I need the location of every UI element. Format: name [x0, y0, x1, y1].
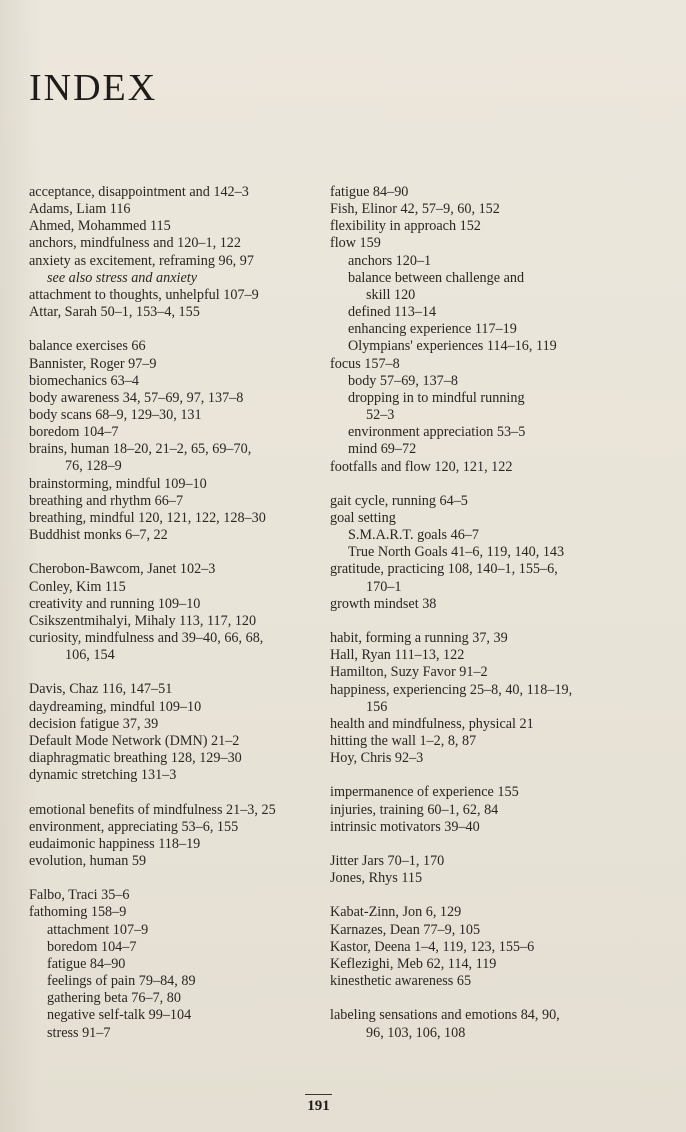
- index-entry: Buddhist monks 6–7, 22: [29, 527, 168, 544]
- index-entry: gait cycle, running 64–5: [330, 492, 468, 509]
- index-subentry: see also stress and anxiety: [47, 269, 197, 286]
- index-entry: fathoming 158–9: [29, 904, 127, 921]
- index-letter-gap: [330, 613, 620, 630]
- index-entry: goal setting: [330, 509, 396, 526]
- index-entry: Falbo, Traci 35–6: [29, 887, 130, 904]
- index-entry: Hoy, Chris 92–3: [330, 750, 424, 767]
- index-entry: fatigue 84–90: [330, 184, 409, 200]
- index-entry: Csikszentmihalyi, Mihaly 113, 117, 120: [29, 612, 257, 629]
- index-subentry: negative self-talk 99–104: [47, 1007, 192, 1024]
- index-entry: happiness, experiencing 25–8, 40, 118–19,: [330, 681, 573, 698]
- index-entry: Jitter Jars 70–1, 170: [330, 853, 445, 870]
- index-entry: focus 157–8: [330, 355, 400, 372]
- index-entry: acceptance, disappointment and 142–3: [29, 184, 249, 200]
- index-entry: Default Mode Network (DMN) 21–2: [29, 732, 240, 749]
- index-entry: body awareness 34, 57–69, 97, 137–8: [29, 389, 244, 406]
- index-entry: Cherobon-Bawcom, Janet 102–3: [29, 561, 216, 578]
- index-entry: emotional benefits of mindfulness 21–3, 25: [29, 801, 276, 818]
- index-entry: body scans 68–9, 129–30, 131: [29, 407, 202, 424]
- index-entry: boredom 104–7: [29, 424, 119, 441]
- index-entry: brainstorming, mindful 109–10: [29, 475, 207, 492]
- index-entry: Fish, Elinor 42, 57–9, 60, 152: [330, 201, 500, 218]
- index-entry-continuation: 170–1: [366, 578, 402, 595]
- index-entry: Kastor, Deena 1–4, 119, 123, 155–6: [330, 938, 535, 955]
- index-subentry: True North Goals 41–6, 119, 140, 143: [348, 544, 565, 561]
- index-entry-continuation: 76, 128–9: [65, 458, 122, 475]
- index-entry: creativity and running 109–10: [29, 595, 201, 612]
- index-letter-gap: [330, 887, 620, 904]
- index-letter-gap: [29, 321, 319, 338]
- index-subentry: skill 120: [366, 286, 416, 303]
- index-entry: evolution, human 59: [29, 853, 147, 870]
- page-title: INDEX: [29, 67, 158, 109]
- index-entry: injuries, training 60–1, 62, 84: [330, 801, 499, 818]
- index-letter-gap: [29, 664, 319, 681]
- index-entry: breathing, mindful 120, 121, 122, 128–30: [29, 509, 266, 526]
- index-entry: hitting the wall 1–2, 8, 87: [330, 732, 477, 749]
- index-entry: Conley, Kim 115: [29, 578, 126, 595]
- index-entry: intrinsic motivators 39–40: [330, 818, 480, 835]
- index-entry: Attar, Sarah 50–1, 153–4, 155: [29, 304, 200, 321]
- index-letter-gap: [330, 476, 620, 493]
- index-entry: impermanence of experience 155: [330, 784, 519, 801]
- index-subentry: Olympians' experiences 114–16, 119: [348, 338, 557, 355]
- index-subentry: body 57–69, 137–8: [348, 372, 458, 389]
- index-letter-gap: [330, 990, 620, 1007]
- index-entry-continuation: 156: [366, 698, 388, 715]
- index-column-right: [330, 184, 620, 1042]
- index-entry: growth mindset 38: [330, 595, 437, 612]
- index-entry: diaphragmatic breathing 128, 129–30: [29, 750, 242, 767]
- index-entry: Hall, Ryan 111–13, 122: [330, 647, 465, 664]
- index-entry: breathing and rhythm 66–7: [29, 492, 184, 509]
- index-entry: Ahmed, Mohammed 115: [29, 218, 171, 235]
- index-letter-gap: [29, 544, 319, 561]
- index-subentry: stress 91–7: [47, 1024, 111, 1041]
- index-entry: flow 159: [330, 235, 381, 252]
- index-entry: Hamilton, Suzy Favor 91–2: [330, 664, 488, 681]
- index-entry: eudaimonic happiness 118–19: [29, 835, 201, 852]
- index-subentry: 52–3: [366, 407, 395, 424]
- index-subentry: anchors 120–1: [348, 252, 432, 269]
- index-subentry: attachment 107–9: [47, 921, 149, 938]
- index-entry: Adams, Liam 116: [29, 201, 131, 218]
- index-subentry: dropping in to mindful running: [348, 389, 525, 406]
- index-entry: flexibility in approach 152: [330, 218, 481, 235]
- index-entry-continuation: 96, 103, 106, 108: [366, 1024, 466, 1041]
- index-letter-gap: [29, 870, 319, 887]
- index-entry: kinesthetic awareness 65: [330, 973, 472, 990]
- index-entry: daydreaming, mindful 109–10: [29, 698, 202, 715]
- page-number: 191: [305, 1094, 332, 1115]
- index-entry: balance exercises 66: [29, 338, 146, 355]
- index-entry: labeling sensations and emotions 84, 90,: [330, 1007, 560, 1024]
- index-subentry: boredom 104–7: [47, 938, 137, 955]
- index-entry: habit, forming a running 37, 39: [330, 630, 508, 647]
- index-letter-gap: [330, 767, 620, 784]
- index-subentry: mind 69–72: [348, 441, 417, 458]
- index-subentry: environment appreciation 53–5: [348, 424, 526, 441]
- index-entry: attachment to thoughts, unhelpful 107–9: [29, 286, 259, 303]
- index-entry: Karnazes, Dean 77–9, 105: [330, 921, 481, 938]
- index-entry: dynamic stretching 131–3: [29, 767, 177, 784]
- index-subentry: enhancing experience 117–19: [348, 321, 517, 338]
- index-subentry: balance between challenge and: [348, 269, 525, 286]
- index-entry: Kabat-Zinn, Jon 6, 129: [330, 904, 462, 921]
- index-entry-continuation: 106, 154: [65, 647, 115, 664]
- index-subentry: defined 113–14: [348, 304, 437, 321]
- index-entry: footfalls and flow 120, 121, 122: [330, 458, 513, 475]
- index-subentry: S.M.A.R.T. goals 46–7: [348, 527, 479, 544]
- index-letter-gap: [330, 836, 620, 853]
- index-entry: Bannister, Roger 97–9: [29, 355, 157, 372]
- index-entry: gratitude, practicing 108, 140–1, 155–6,: [330, 561, 558, 578]
- index-entry: health and mindfulness, physical 21: [330, 715, 534, 732]
- index-entry: curiosity, mindfulness and 39–40, 66, 68,: [29, 630, 264, 647]
- index-entry: decision fatigue 37, 39: [29, 715, 159, 732]
- index-letter-gap: [29, 784, 319, 801]
- index-subentry: fatigue 84–90: [47, 955, 126, 972]
- index-column-left: [29, 184, 319, 1042]
- index-entry: Davis, Chaz 116, 147–51: [29, 681, 173, 698]
- index-entry: environment, appreciating 53–6, 155: [29, 818, 239, 835]
- index-entry: biomechanics 63–4: [29, 372, 139, 389]
- index-entry: Keflezighi, Meb 62, 114, 119: [330, 955, 497, 972]
- index-subentry: gathering beta 76–7, 80: [47, 990, 181, 1007]
- index-entry: Jones, Rhys 115: [330, 870, 423, 887]
- index-entry: brains, human 18–20, 21–2, 65, 69–70,: [29, 441, 252, 458]
- index-entry: anxiety as excitement, reframing 96, 97: [29, 252, 254, 269]
- index-subentry: feelings of pain 79–84, 89: [47, 973, 196, 990]
- index-entry: anchors, mindfulness and 120–1, 122: [29, 235, 241, 252]
